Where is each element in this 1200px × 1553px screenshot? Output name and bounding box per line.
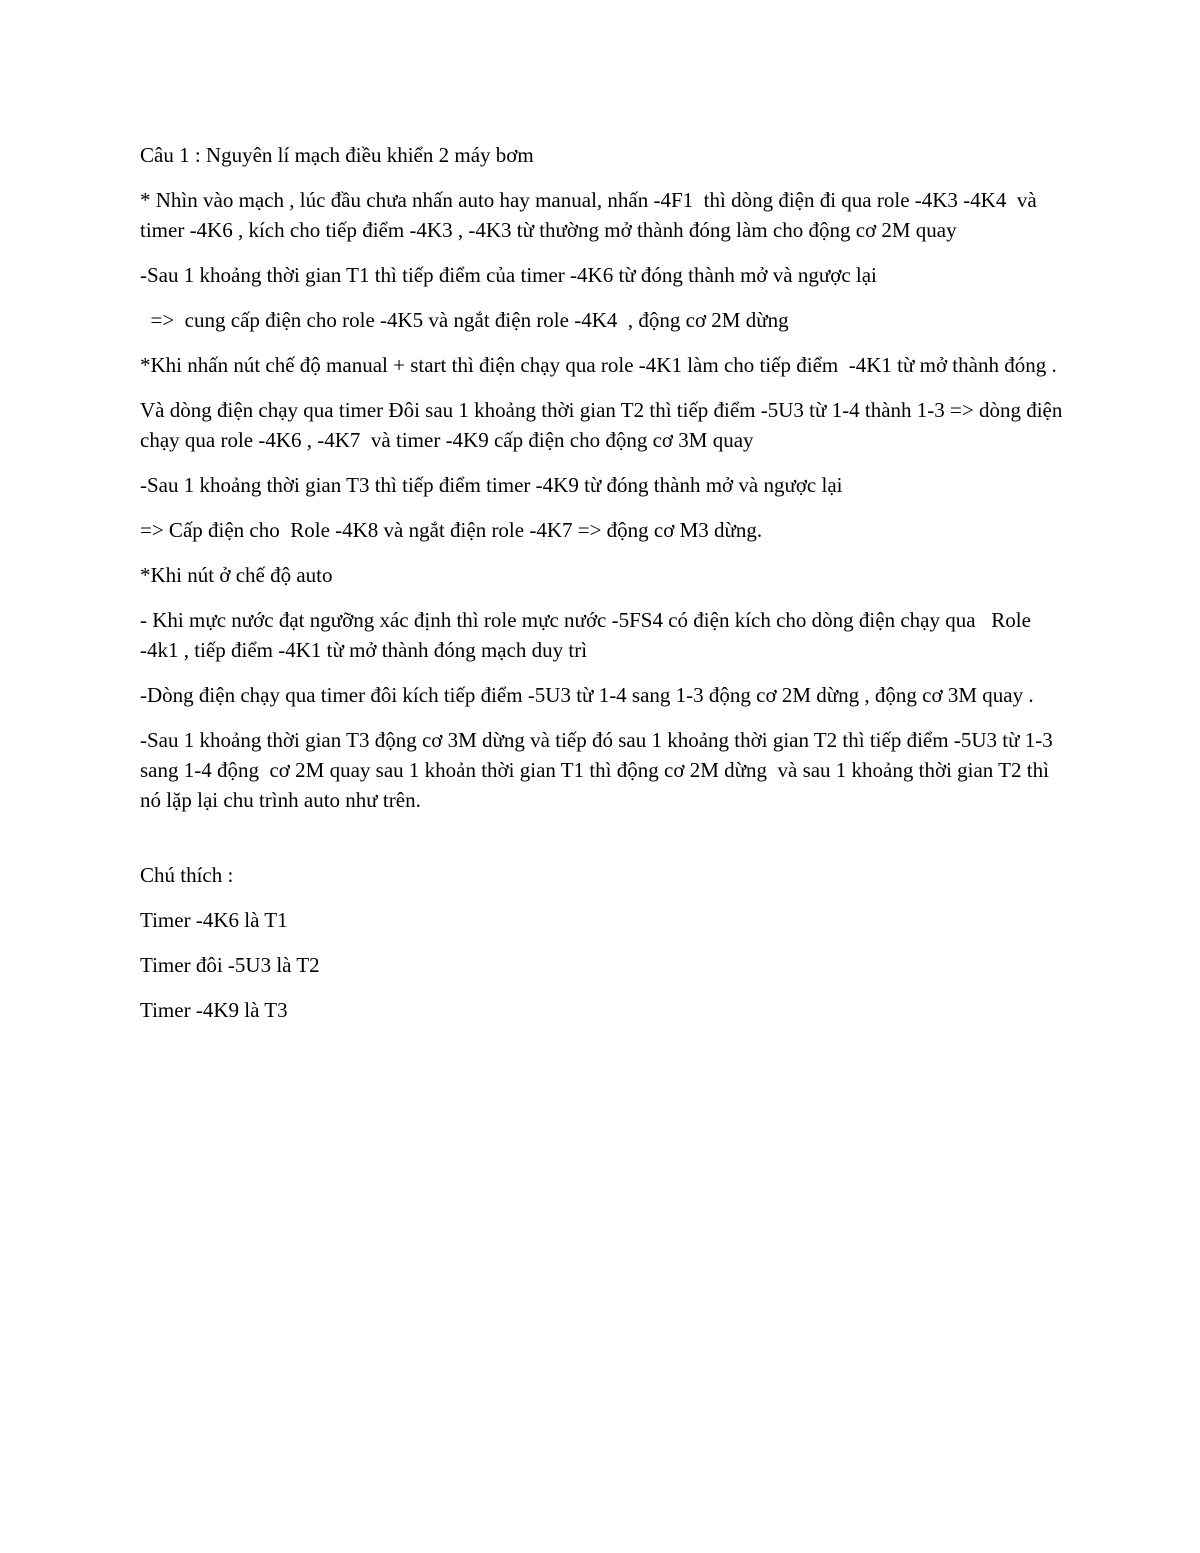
paragraph: -Dòng điện chạy qua timer đôi kích tiếp điểm -5U3 từ 1-4 sang 1-3 động cơ 2M dừng , động cơ 3M quay . bbox=[140, 683, 1034, 707]
paragraph: *Khi nút ở chế độ auto bbox=[140, 563, 333, 587]
paragraph: *Khi nhấn nút chế độ manual + start thì điện chạy qua role -4K1 làm cho tiếp điểm -4K1 từ mở thành đóng . bbox=[140, 353, 1057, 377]
note-item: Timer -4K9 là T3 bbox=[140, 998, 288, 1022]
paragraph-spacer bbox=[140, 830, 1065, 860]
note-item: Timer đôi -5U3 là T2 bbox=[140, 953, 320, 977]
paragraph: => cung cấp điện cho role -4K5 và ngắt điện role -4K4 , động cơ 2M dừng bbox=[140, 308, 789, 332]
paragraph: - Khi mực nước đạt ngưỡng xác định thì role mực nước -5FS4 có điện kích cho dòng điện chạy qua Role -4k1 , tiếp điểm -4K1 từ mở thành đóng mạch duy trì bbox=[140, 608, 1037, 662]
paragraph: -Sau 1 khoảng thời gian T1 thì tiếp điểm của timer -4K6 từ đóng thành mở và ngược lại bbox=[140, 263, 877, 287]
notes-heading: Chú thích : bbox=[140, 863, 234, 887]
paragraph: Và dòng điện chạy qua timer Đôi sau 1 khoảng thời gian T2 thì tiếp điểm -5U3 từ 1-4 thành 1-3 => dòng điện chạy qua role -4K6 , -4K7 và timer -4K9 cấp điện cho động cơ 3M quay bbox=[140, 398, 1068, 452]
paragraph: -Sau 1 khoảng thời gian T3 động cơ 3M dừng và tiếp đó sau 1 khoảng thời gian T2 thì tiếp điểm -5U3 từ 1-3 sang 1-4 động cơ 2M quay sau 1 khoản thời gian T1 thì động cơ 2M dừng và sau 1 khoảng thời gian T2 thì nó lặp lại chu trình auto như trên. bbox=[140, 728, 1058, 812]
document-title: Câu 1 : Nguyên lí mạch điều khiển 2 máy bơm bbox=[140, 143, 534, 167]
note-item: Timer -4K6 là T1 bbox=[140, 908, 288, 932]
paragraph: -Sau 1 khoảng thời gian T3 thì tiếp điểm timer -4K9 từ đóng thành mở và ngược lại bbox=[140, 473, 843, 497]
document-body bbox=[140, 140, 1068, 1040]
paragraph: * Nhìn vào mạch , lúc đầu chưa nhấn auto hay manual, nhấn -4F1 thì dòng điện đi qua role -4K3 -4K4 và timer -4K6 , kích cho tiếp điểm -4K3 , -4K3 từ thường mở thành đóng làm cho động cơ 2M quay bbox=[140, 188, 1042, 242]
paragraph: => Cấp điện cho Role -4K8 và ngắt điện role -4K7 => động cơ M3 dừng. bbox=[140, 518, 763, 542]
